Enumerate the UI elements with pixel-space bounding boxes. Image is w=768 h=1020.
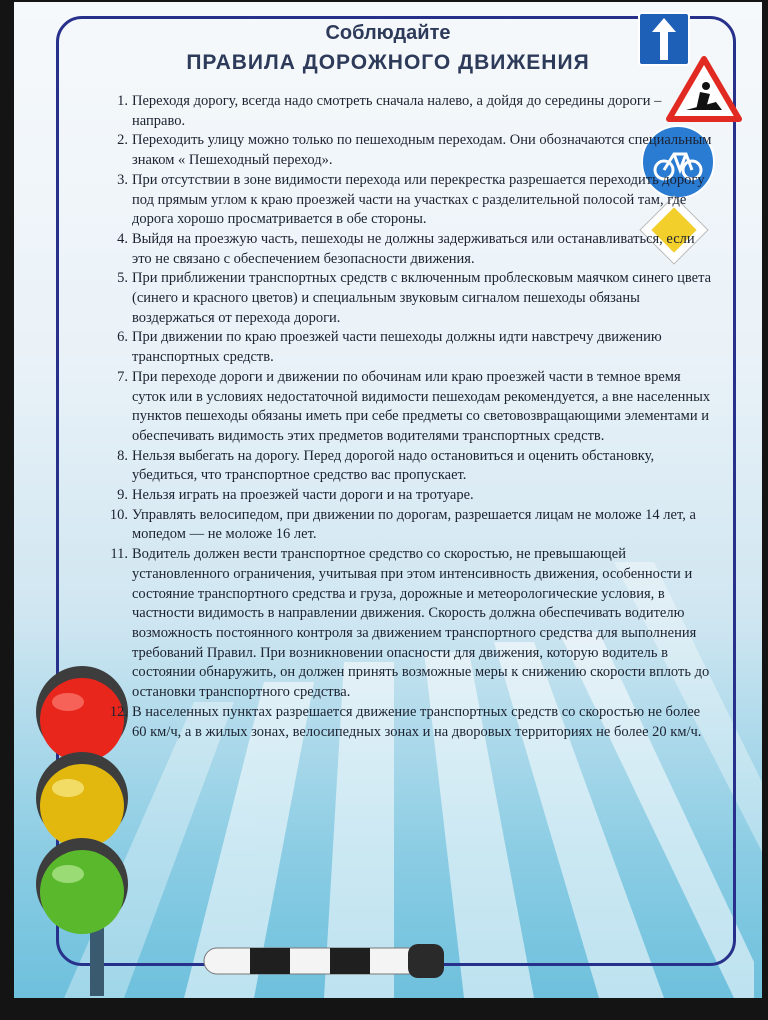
rule-text: Выйдя на проезжую часть, пешеходы не должны задерживаться или останавливаться, если это не связано с обеспечением безопасности движения. — [132, 230, 695, 267]
rule-text: Переходить улицу можно только по пешеходным переходам. Они обозначаются специальным знаком « Пешеходный переход». — [132, 132, 712, 169]
rule-number: 11. — [110, 546, 128, 563]
barrier-icon — [200, 936, 450, 982]
rule-item — [110, 545, 712, 703]
rule-number: 4. — [117, 230, 128, 247]
rule-number: 12. — [109, 703, 128, 720]
rule-item — [109, 506, 712, 545]
title-line2: ПРАВИЛА ДОРОЖНОГО ДВИЖЕНИЯ — [186, 51, 590, 74]
poster — [14, 2, 762, 998]
rule-item — [117, 92, 712, 131]
rule-number: 8. — [117, 447, 128, 464]
rule-text: При приближении транспортных средств с включенным проблесковым маячком синего цвета (синего и красного цветов) и специальным звуковым сигналом пешеходы обязаны воздержаться от перехода дороги. — [132, 270, 712, 326]
rule-item — [117, 171, 712, 230]
rule-number: 3. — [117, 171, 128, 188]
rule-number: 9. — [117, 487, 128, 504]
rule-number: 10. — [109, 506, 128, 523]
rule-number: 1. — [117, 93, 128, 109]
rule-text: В населенных пунктах разрешается движение транспортных средств со скоростью не более 60 км/ч, а в жилых зонах, велосипедных зонах и на дворовых территориях не более 20 км/ч. — [132, 703, 702, 740]
rule-text: Переходя дорогу, всегда надо смотреть сначала налево, а дойдя до середины дороги – направо. — [132, 93, 662, 129]
rule-item — [117, 230, 712, 269]
rules-list — [109, 92, 712, 742]
rule-item — [117, 269, 712, 328]
rule-item — [117, 328, 712, 367]
rule-text: При переходе дороги и движении по обочинам или краю проезжей части в темное время суток или в условиях недостаточной видимости пешеходам рекомендуется, а вне населенных пунктов пешеходы обязаны иметь при себе предметы со световозвращающими элементами и обеспечивать видимость этих предметов водителями транспортных средств. — [132, 368, 711, 444]
rule-text: Нельзя играть на проезжей части дороги и на тротуаре. — [132, 487, 474, 504]
rule-text: Управлять велосипедом, при движении по дорогам, разрешается лицам не моложе 14 лет, а мопедом — не моложе 16 лет. — [132, 506, 696, 543]
rule-item — [117, 486, 712, 506]
rule-item — [117, 447, 712, 486]
rule-number: 7. — [117, 368, 128, 385]
title-line1: Соблюдайте — [325, 22, 451, 44]
rule-item — [109, 703, 712, 742]
rule-text: При движении по краю проезжей части пешеходы должны идти навстречу движению транспортных средств. — [132, 329, 662, 366]
rule-number: 2. — [117, 132, 128, 149]
rule-item — [117, 131, 712, 170]
rule-text: При отсутствии в зоне видимости перехода или перекрестка разрешается переходить дорогу под прямым углом к краю проезжей части на участках с разделительной полосой там, где дорога хорошо просматривается в обе стороны. — [132, 171, 705, 228]
rule-item — [117, 368, 712, 447]
rule-number: 6. — [117, 329, 128, 346]
rule-text: Водитель должен вести транспортное средство со скоростью, не превышающей установленного ограничения, учитывая при этом интенсивность движения, особенности и состояние транспортного средства и груза, дорожные и метеорологические условия, в частности видимость в направлении движения. Скорость должна обеспечивать водителю возможность постоянного контроля за движением транспортного средства для выполнения требований Правил. При возникновении опасности для движения, которую водитель в состоянии обнаружить, он должен принять возможные меры к снижению скорости вплоть до остановки транспортного средства. — [132, 546, 710, 701]
rule-text: Нельзя выбегать на дорогу. Перед дорогой надо остановиться и оценить обстановку, убедиться, что транспортное средство вас пропускает. — [132, 447, 655, 484]
rule-number: 5. — [117, 270, 128, 287]
